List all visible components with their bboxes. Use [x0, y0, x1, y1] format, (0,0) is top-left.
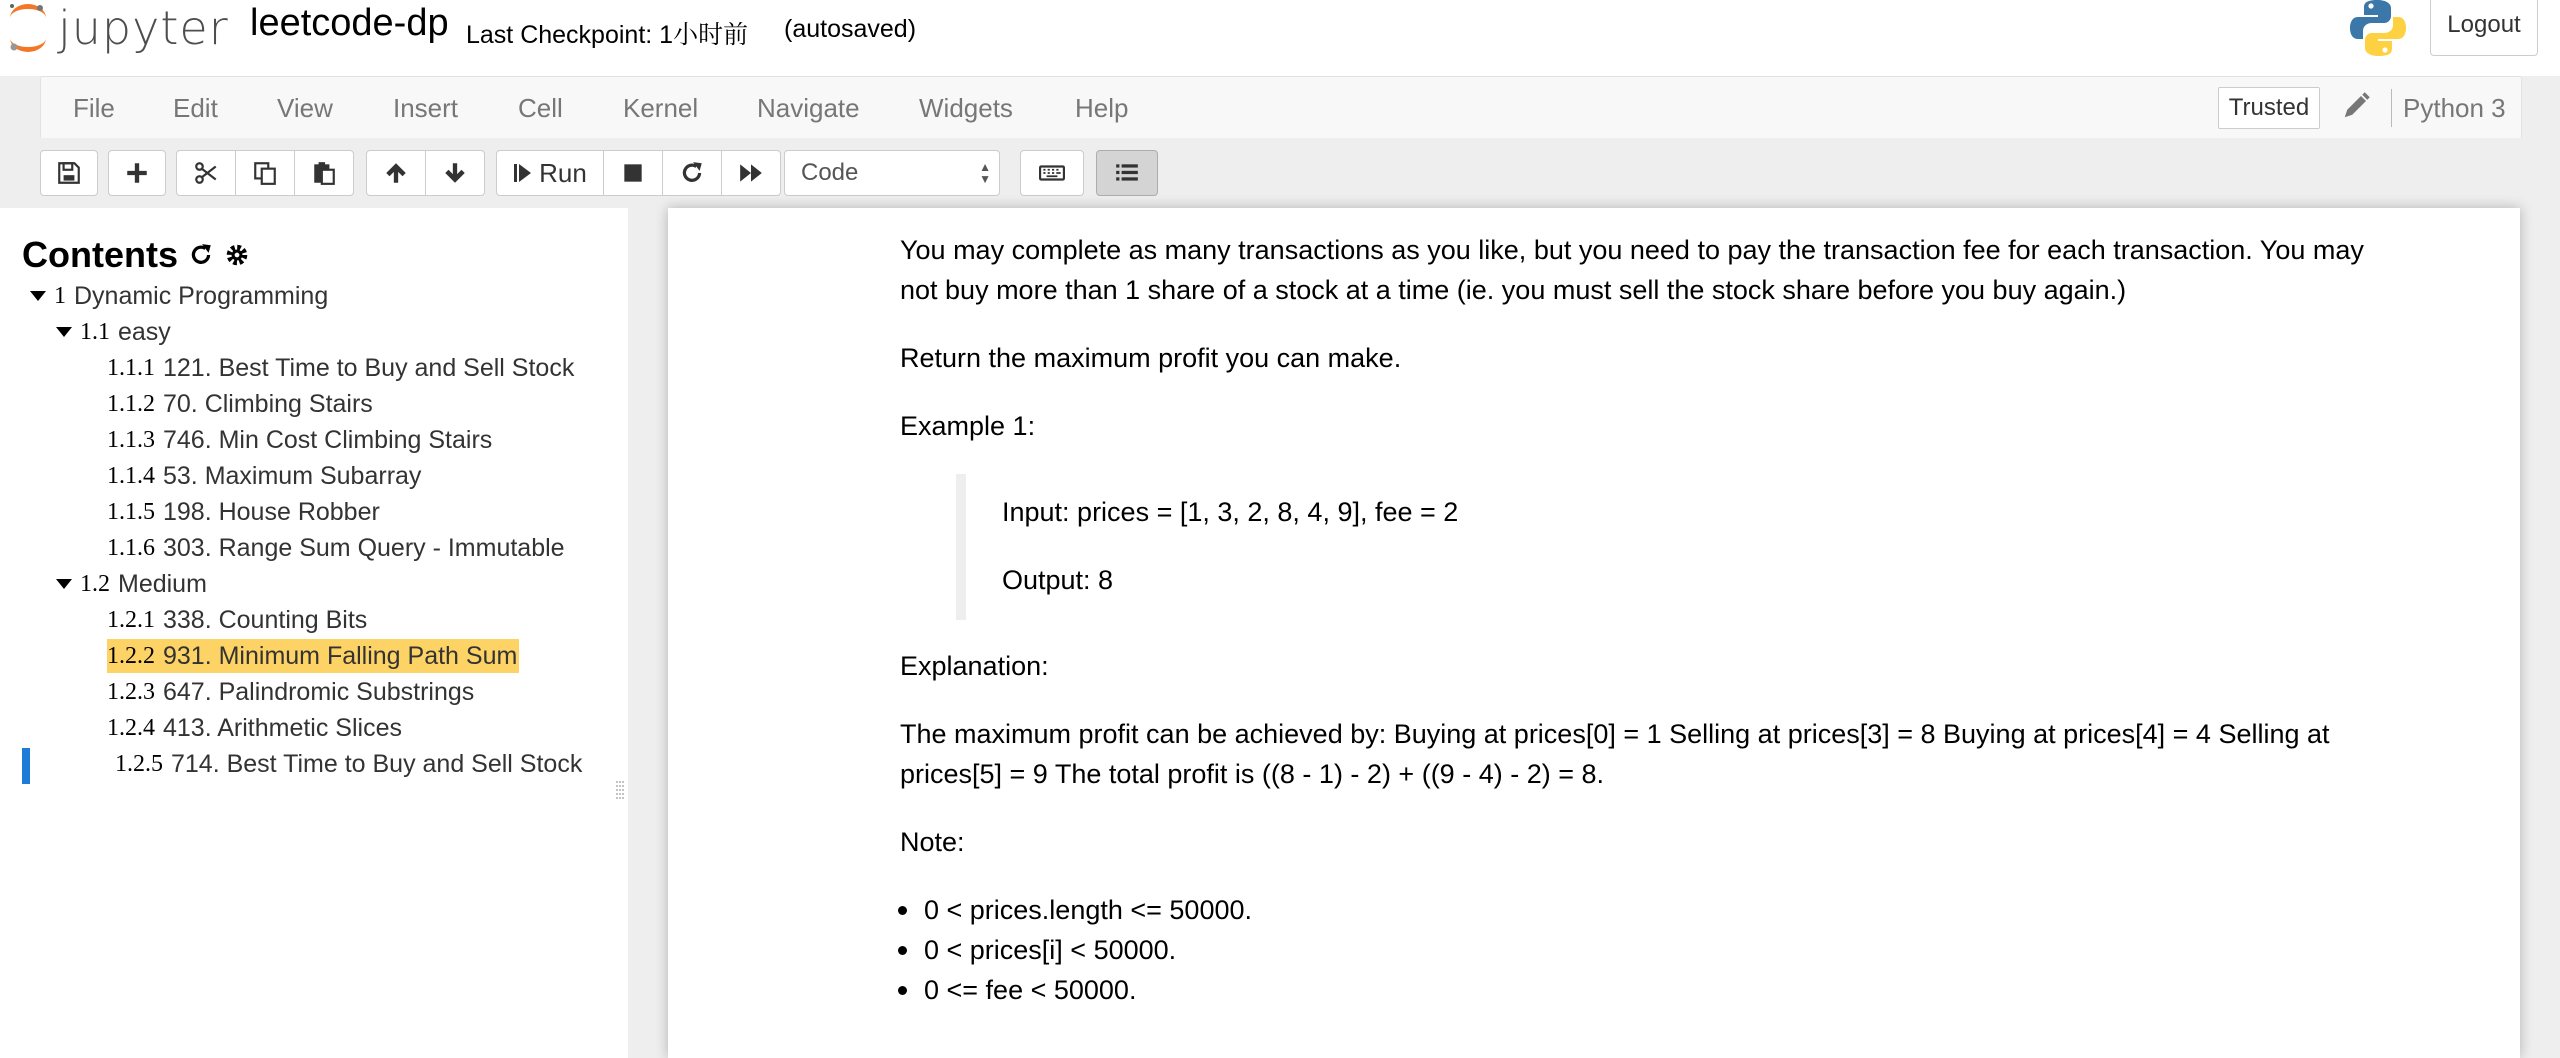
menu-file[interactable]: File [73, 93, 115, 123]
text-line: The maximum profit can be achieved by: Buying at prices[0] = 1 Selling at prices[3] = 8 Buying at prices[4] = 4 Selling at [900, 719, 2330, 749]
toc-item-number: 1.1 [80, 318, 110, 345]
markdown-paragraph [900, 230, 2364, 310]
toc-item-label: 931. Minimum Falling Path Sum [163, 641, 518, 670]
list-item: 0 < prices.length <= 50000. [924, 890, 1252, 930]
cell-type-select[interactable] [784, 150, 1000, 196]
toc-item-198[interactable] [107, 495, 380, 529]
text-line: prices[5] = 9 The total profit is ((8 - 1) - 2) + ((9 - 4) - 2) = 8. [900, 759, 1604, 789]
menu-widgets[interactable]: Widgets [919, 93, 1013, 123]
toc-item-number: 1.2.5 [115, 750, 163, 777]
toc-item-121[interactable] [107, 351, 574, 385]
toc-item-label: 53. Maximum Subarray [163, 461, 422, 490]
toc-item-647[interactable] [107, 675, 474, 709]
save-button[interactable] [40, 150, 98, 196]
caret-down-icon[interactable] [56, 327, 72, 337]
toc-toggle-button[interactable] [1096, 150, 1158, 196]
gear-icon[interactable] [224, 242, 250, 268]
command-palette-button[interactable] [1020, 150, 1084, 196]
toc-item-53[interactable] [107, 459, 421, 493]
toc-item-label: 647. Palindromic Substrings [163, 677, 475, 706]
restart-button[interactable] [662, 150, 722, 196]
toc-item-label: 338. Counting Bits [163, 605, 368, 634]
refresh-icon [679, 160, 705, 186]
toc-item-413[interactable] [107, 711, 402, 745]
list-item: 0 <= fee < 50000. [924, 970, 1136, 1010]
toc-item-number: 1.1.6 [107, 534, 155, 561]
fast-forward-icon [738, 160, 764, 186]
toc-title [22, 234, 250, 276]
toc-item-number: 1.2 [80, 570, 110, 597]
plus-icon [124, 160, 150, 186]
toc-item-number: 1.1.3 [107, 426, 155, 453]
toc-item-714-current[interactable] [115, 747, 607, 781]
notebook-container [668, 208, 2520, 1058]
toc-item-number: 1.2.3 [107, 678, 155, 705]
toc-item-number: 1.1.2 [107, 390, 155, 417]
python-logo-icon [2346, 0, 2410, 60]
insert-cell-button[interactable] [108, 150, 166, 196]
toc-item-number: 1.1.5 [107, 498, 155, 525]
example-input: Input: prices = [1, 3, 2, 8, 4, 9], fee = 2 [1002, 497, 1459, 527]
menu-view[interactable]: View [277, 93, 333, 123]
run-button[interactable] [496, 150, 604, 196]
pencil-icon[interactable] [2341, 91, 2371, 121]
list-icon [1114, 160, 1140, 186]
menu-kernel[interactable]: Kernel [623, 93, 699, 123]
toc-item-label: 198. House Robber [163, 497, 380, 526]
arrow-up-icon [383, 160, 409, 186]
menu-insert[interactable]: Insert [393, 93, 459, 123]
cut-button[interactable] [176, 150, 236, 196]
cell-type-value: Code [801, 159, 859, 186]
toc-item-label: 70. Climbing Stairs [163, 389, 373, 418]
toc-item-medium[interactable] [56, 567, 207, 601]
toc-item-label: Dynamic Programming [74, 281, 329, 310]
toolbar [0, 138, 2560, 208]
toc-item-338[interactable] [107, 603, 367, 637]
interrupt-button[interactable] [603, 150, 663, 196]
toc-item-easy[interactable] [56, 315, 171, 349]
toc-item-label: 413. Arithmetic Slices [163, 713, 402, 742]
markdown-paragraph: Return the maximum profit you can make. [900, 343, 1402, 373]
menu-navigate[interactable]: Navigate [757, 93, 860, 123]
resize-handle-icon[interactable] [616, 780, 624, 802]
toc-item-label: easy [118, 317, 171, 346]
toc-item-number: 1.2.2 [107, 642, 155, 669]
move-up-button[interactable] [366, 150, 426, 196]
autosave-status: (autosaved) [784, 15, 917, 43]
toc-item-303[interactable] [107, 531, 565, 565]
toc-item-label: 303. Range Sum Query - Immutable [163, 533, 565, 562]
note-heading: Note: [900, 827, 965, 857]
move-down-button[interactable] [425, 150, 485, 196]
run-label: Run [539, 157, 587, 188]
toc-item-number: 1 [54, 282, 66, 309]
explanation-heading: Explanation: [900, 651, 1049, 681]
toc-active-indicator [22, 748, 30, 784]
toc-item-70[interactable] [107, 387, 373, 421]
copy-button[interactable] [235, 150, 295, 196]
jupyter-logo[interactable] [6, 0, 229, 56]
toc-item-746[interactable] [107, 423, 492, 457]
menu-edit[interactable]: Edit [173, 93, 218, 123]
list-item: 0 < prices[i] < 50000. [924, 930, 1176, 970]
toc-item-number: 1.1.1 [107, 354, 155, 381]
header [0, 0, 2560, 76]
stop-icon [620, 160, 646, 186]
example-heading: Example 1: [900, 411, 1036, 441]
notebook-name[interactable]: leetcode-dp [250, 2, 449, 44]
logout-button[interactable]: Logout [2430, 0, 2538, 56]
scissors-icon [193, 160, 219, 186]
toc-item-label: 746. Min Cost Climbing Stairs [163, 425, 493, 454]
example-output: Output: 8 [1002, 565, 1114, 595]
toc-item-label: Medium [118, 569, 207, 598]
kernel-separator [2391, 89, 2392, 127]
toc-item-dynamic-programming[interactable] [30, 279, 328, 313]
restart-run-all-button[interactable] [721, 150, 781, 196]
checkpoint-status: Last Checkpoint: 1小时前 [466, 21, 749, 49]
blockquote-border [956, 474, 966, 620]
jupyter-logo-icon [6, 0, 50, 56]
toc-item-label: 714. Best Time to Buy and Sell Stock [171, 749, 583, 778]
menubar [40, 76, 2522, 140]
copy-icon [252, 160, 278, 186]
toc-sidebar [0, 208, 629, 1058]
toc-title-text: Contents [22, 234, 178, 275]
menu-cell[interactable]: Cell [518, 93, 563, 123]
toc-item-number: 1.1.4 [107, 462, 155, 489]
trusted-badge[interactable]: Trusted [2218, 87, 2320, 129]
select-arrows-icon: ▲ ▼ [979, 160, 991, 186]
save-icon [56, 160, 82, 186]
toc-item-label: 121. Best Time to Buy and Sell Stock [163, 353, 575, 382]
text-line: You may complete as many transactions as you like, but you need to pay the transaction fee for each transaction. You may [900, 235, 2364, 265]
paste-button[interactable] [294, 150, 354, 196]
toc-item-number: 1.2.4 [107, 714, 155, 741]
toc-item-931-highlighted[interactable] [107, 639, 519, 673]
kernel-name[interactable]: Python 3 [2403, 93, 2506, 123]
menu-help[interactable]: Help [1075, 93, 1129, 123]
paste-icon [311, 160, 337, 186]
caret-down-icon[interactable] [30, 291, 46, 301]
step-forward-icon [513, 162, 533, 184]
refresh-toc-icon[interactable] [188, 242, 214, 268]
explanation-text [900, 714, 2330, 794]
arrow-down-icon [442, 160, 468, 186]
keyboard-icon [1039, 160, 1065, 186]
toc-item-number: 1.2.1 [107, 606, 155, 633]
caret-down-icon[interactable] [56, 579, 72, 589]
jupyter-logo-text: jupyter [58, 1, 229, 55]
text-line: not buy more than 1 share of a stock at a time (ie. you must sell the stock share before you buy again.) [900, 275, 2127, 305]
